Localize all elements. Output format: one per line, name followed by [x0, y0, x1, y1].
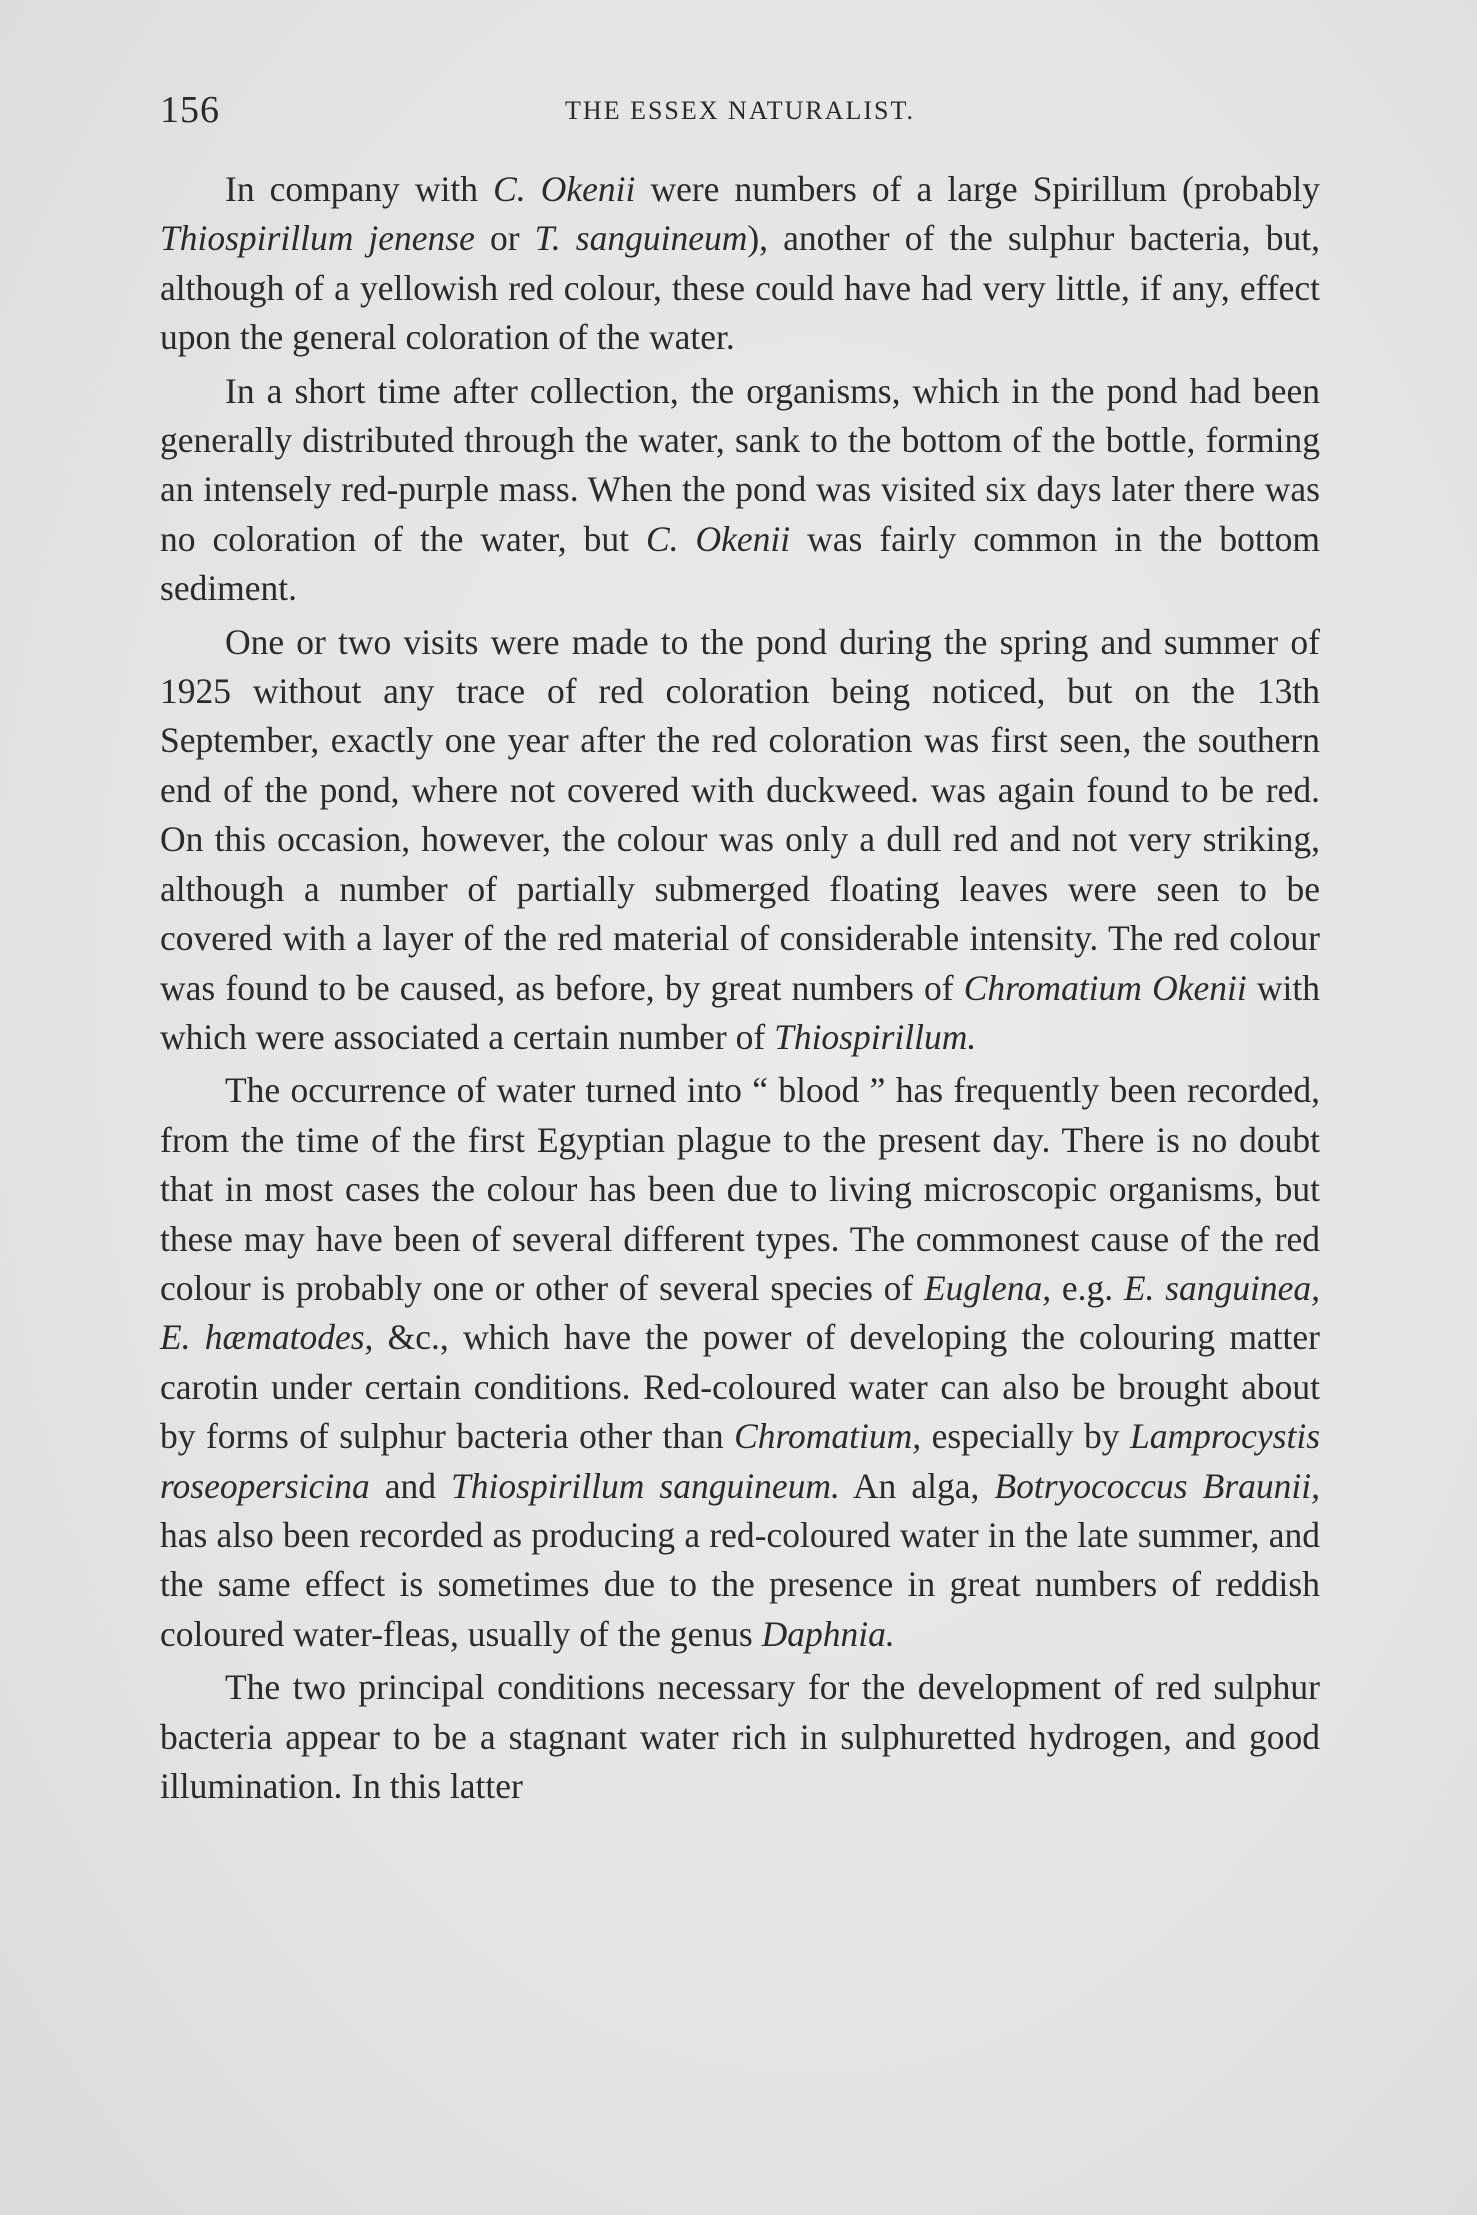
- italic-text: Euglena,: [923, 1267, 1052, 1308]
- italic-text: Chromatium,: [734, 1416, 922, 1457]
- paragraph-4: [160, 1066, 1320, 1659]
- italic-text: T. sanguineum: [534, 218, 748, 259]
- text-run: has also been recorded as producing a red-coloured water in the late summer, and the same effect is sometimes due to the presence in great numbers of reddish coloured water-fleas, usually of the genus: [160, 1514, 1320, 1654]
- text-run: One or two visits were made to the pond during the spring and summer of 1925 without any trace of red coloration being noticed, but on the 13th September, exactly one year after the red coloration was first seen, the southern end of the pond, where not covered with duckweed. was again found to be red. On this occasion, however, the colour was only a dull red and not very striking, although a number of partially submerged floating leaves were seen to be covered with a layer of the red material of considerable intensity. The red colour was found to be caused, as before, by great numbers of: [160, 621, 1320, 1008]
- body-text: [160, 165, 1320, 1815]
- text-run: with which were associated a certain number of: [160, 967, 1320, 1057]
- text-run: was fairly common in the bottom sediment.: [160, 518, 1320, 609]
- text-run: ), another of the sulphur bacteria, but, although of a yellowish red colour, these could have had very little, if any, effect upon the general coloration of the water.: [160, 218, 1320, 358]
- text-run: especially by: [921, 1416, 1131, 1457]
- text-run: In company with: [225, 169, 494, 209]
- text-run: e.g.: [1051, 1267, 1124, 1308]
- paragraph-3: [160, 618, 1320, 1063]
- paragraph-2: [160, 367, 1320, 614]
- text-run: In a short time after collection, the organisms, which in the pond had been generally distributed through the water, sank to the bottom of the bottle, forming an intensely red-purple mass. When the pond was visited six days later there was no coloration of the water, but: [160, 370, 1320, 559]
- italic-text: Botryococcus Braunii,: [994, 1465, 1320, 1506]
- italic-text: Daphnia.: [761, 1613, 895, 1654]
- italic-text: Thiospirillum.: [774, 1016, 977, 1057]
- page-header: [160, 88, 1320, 138]
- text-run: and: [369, 1465, 452, 1506]
- text-run: An alga,: [839, 1465, 995, 1506]
- italic-text: C. Okenii: [493, 169, 636, 209]
- running-title: THE ESSEX NATURALIST.: [565, 96, 915, 125]
- text-run: or: [474, 218, 535, 259]
- text-run: &c., which have the power of developing the colouring matter carotin under certain conditions. Red-coloured water can also be brought about by forms of sulphur bacteria other than: [160, 1317, 1320, 1457]
- italic-text: Thiospirillum sanguineum.: [451, 1465, 840, 1506]
- paragraph-1: [160, 165, 1320, 363]
- page-number: 156: [160, 89, 220, 131]
- italic-text: E. sanguinea, E. hæmatodes,: [160, 1267, 1320, 1358]
- italic-text: C. Okenii: [645, 518, 791, 559]
- italic-text: Lamprocystis roseopersicina: [160, 1416, 1321, 1506]
- text-run: The occurrence of water turned into “ blood ” has frequently been recorded, from the time of the first Egyptian plague to the present day. There is no doubt that in most cases the colour has been due to living microscopic organisms, but these may have been of several different types. The commonest cause of the red colour is probably one or other of several species of: [160, 1070, 1320, 1308]
- text-run: The two principal conditions necessary for the development of red sulphur bacteria appear to be a stagnant water rich in sulphuretted hydrogen, and good illumination. In this latter: [160, 1667, 1320, 1806]
- italic-text: Thiospirillum jenense: [160, 218, 475, 259]
- text-run: were numbers of a large Spirillum (probably: [635, 169, 1321, 209]
- paragraph-5: [160, 1663, 1320, 1811]
- italic-text: Chromatium Okenii: [963, 967, 1247, 1008]
